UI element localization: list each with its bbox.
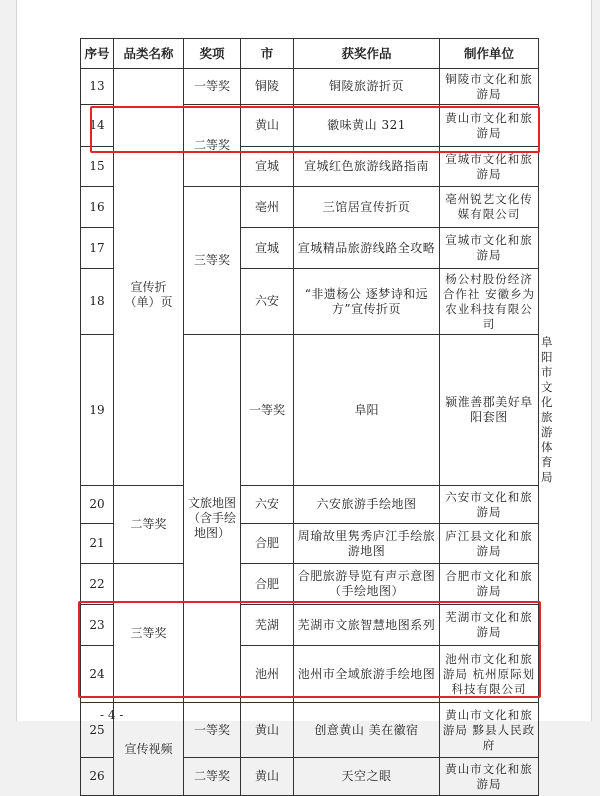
city-cell: 合肥 <box>241 564 294 605</box>
award-cell: 二等奖 <box>114 486 184 564</box>
work-cell: “非遗杨公 逐梦诗和远方”宣传折页 <box>294 269 440 335</box>
maker-cell: 铜陵市文化和旅游局 <box>440 69 539 105</box>
city-cell: 合肥 <box>241 524 294 564</box>
row-no: 23 <box>81 605 114 646</box>
maker-cell: 亳州锐艺文化传媒有限公司 <box>440 187 539 228</box>
work-cell: 池州市全域旅游手绘地图 <box>294 646 440 703</box>
category-cell: 文旅地图（含手绘地图） <box>184 335 241 703</box>
city-cell: 铜陵 <box>241 69 294 105</box>
row-no: 13 <box>81 69 114 105</box>
city-cell: 黄山 <box>241 703 294 758</box>
row-no: 20 <box>81 486 114 524</box>
header-city: 市 <box>241 39 294 69</box>
maker-cell: 黄山市文化和旅游局 <box>440 758 539 796</box>
award-cell: 一等奖 <box>184 69 241 105</box>
city-cell: 池州 <box>241 646 294 703</box>
header-maker: 制作单位 <box>440 39 539 69</box>
row-no: 16 <box>81 187 114 228</box>
award-cell: 一等奖 <box>184 703 241 758</box>
maker-cell: 庐江县文化和旅游局 <box>440 524 539 564</box>
work-cell: 宣城红色旅游线路指南 <box>294 147 440 187</box>
table-row <box>81 105 539 147</box>
award-cell: 三等奖 <box>114 564 184 703</box>
work-cell: 周瑜故里隽秀庐江手绘旅游地图 <box>294 524 440 564</box>
row-no: 17 <box>81 228 114 269</box>
header-work: 获奖作品 <box>294 39 440 69</box>
row-no: 19 <box>81 335 114 486</box>
city-cell: 六安 <box>241 269 294 335</box>
work-cell: 颍淮善郡美好阜阳套图 <box>440 335 539 486</box>
city-cell: 六安 <box>241 486 294 524</box>
work-cell: 徽味黄山 321 <box>294 105 440 147</box>
city-cell: 黄山 <box>241 758 294 796</box>
row-no: 26 <box>81 758 114 796</box>
award-cell: 二等奖 <box>184 758 241 796</box>
city-cell: 宣城 <box>241 228 294 269</box>
maker-cell: 池州市文化和旅游局 杭州原际划科技有限公司 <box>440 646 539 703</box>
header-category: 品类名称 <box>114 39 184 69</box>
maker-cell: 黄山市文化和旅游局 <box>440 105 539 147</box>
row-no: 25 <box>81 703 114 758</box>
award-cell: 三等奖 <box>184 187 241 335</box>
city-cell: 亳州 <box>241 187 294 228</box>
category-cell-empty <box>114 69 184 105</box>
row-no: 14 <box>81 105 114 147</box>
header-no: 序号 <box>81 39 114 69</box>
work-cell: 铜陵旅游折页 <box>294 69 440 105</box>
maker-cell: 芜湖市文化和旅游局 <box>440 605 539 646</box>
header-award: 奖项 <box>184 39 241 69</box>
work-cell: 三馆居宣传折页 <box>294 187 440 228</box>
maker-cell: 宣城市文化和旅游局 <box>440 228 539 269</box>
work-cell: 天空之眼 <box>294 758 440 796</box>
row-no: 15 <box>81 147 114 187</box>
header-row <box>81 39 539 69</box>
maker-cell: 杨公村股份经济合作社 安徽乡为农业科技有限公司 <box>440 269 539 335</box>
table-row <box>81 703 539 758</box>
award-cell: 二等奖 <box>184 105 241 187</box>
city-cell: 黄山 <box>241 105 294 147</box>
maker-cell: 合肥市文化和旅游局 <box>440 564 539 605</box>
work-cell: 六安旅游手绘地图 <box>294 486 440 524</box>
award-cell: 一等奖 <box>241 335 294 486</box>
city-cell: 阜阳 <box>294 335 440 486</box>
city-cell: 芜湖 <box>241 605 294 646</box>
row-no: 21 <box>81 524 114 564</box>
row-no: 18 <box>81 269 114 335</box>
page-number: - 4 - <box>100 708 124 722</box>
category-cell: 宣传视频 <box>114 703 184 796</box>
table-row <box>81 486 539 524</box>
awards-table <box>80 38 539 796</box>
maker-cell: 六安市文化和旅游局 <box>440 486 539 524</box>
maker-cell: 黄山市文化和旅游局 黟县人民政府 <box>440 703 539 758</box>
table-row <box>81 69 539 105</box>
work-cell: 宣城精品旅游线路全攻略 <box>294 228 440 269</box>
row-no: 22 <box>81 564 114 605</box>
row-no: 24 <box>81 646 114 703</box>
work-cell: 创意黄山 美在徽宿 <box>294 703 440 758</box>
category-cell: 宣传折（单）页 <box>114 105 184 486</box>
work-cell: 芜湖市文旅智慧地图系列 <box>294 605 440 646</box>
maker-cell: 宣城市文化和旅游局 <box>440 147 539 187</box>
city-cell: 宣城 <box>241 147 294 187</box>
work-cell: 合肥旅游导览有声示意图（手绘地图） <box>294 564 440 605</box>
table-row <box>81 564 539 605</box>
